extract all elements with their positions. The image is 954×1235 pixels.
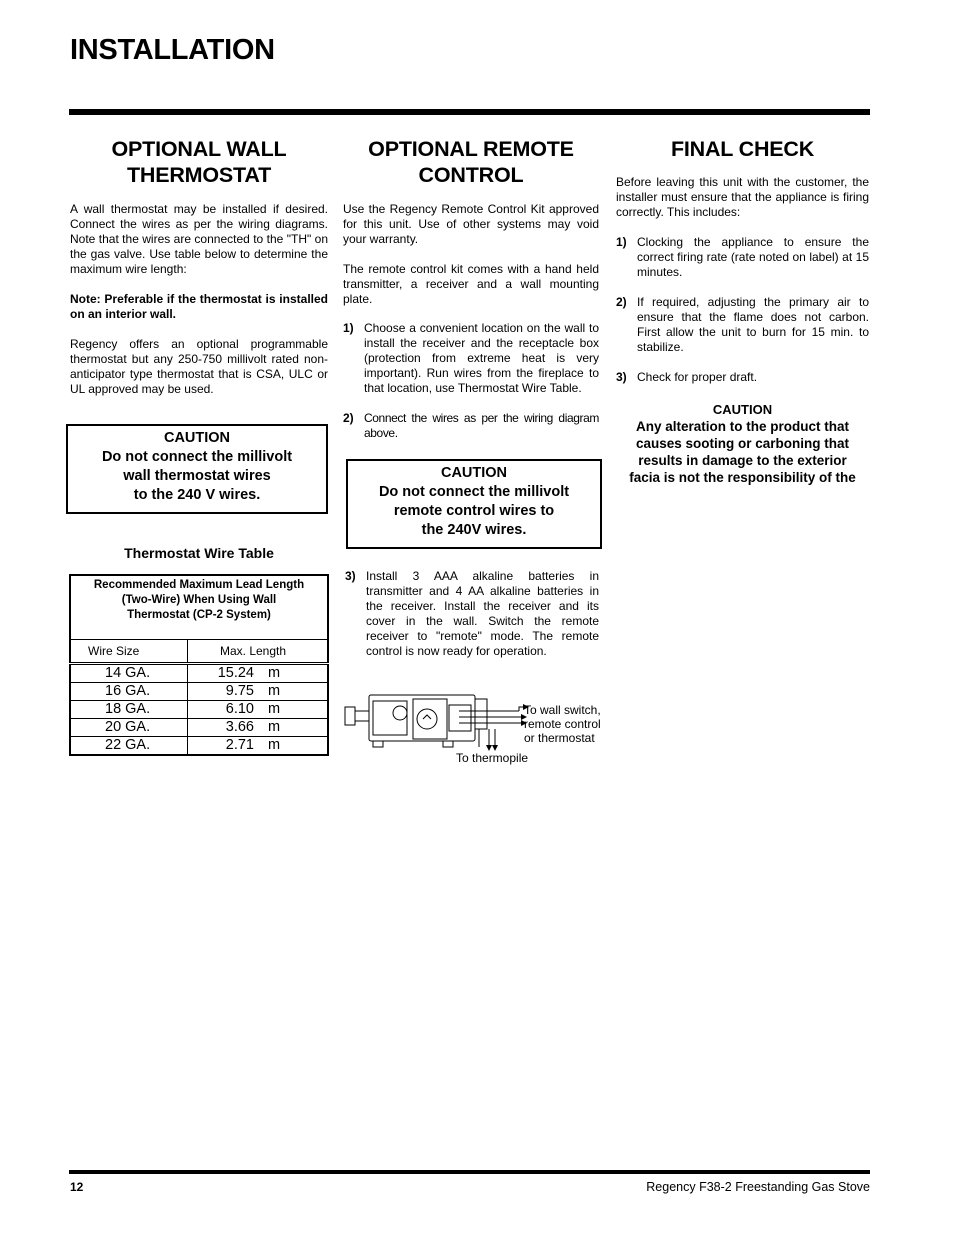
list-item: 3) Install 3 AAA alkaline batteries in transmitter and 4 AA alkaline batteries in the receiver. Install the receiver and its cover in the wall. Switch the remote receiver to "remote" mode. The remote control is now ready for operation. bbox=[345, 569, 599, 658]
table-row: 22 GA. 2.71 m bbox=[70, 737, 328, 756]
remote-caution: CAUTION Do not connect the millivolt remote control wires to the 240V wires. bbox=[346, 459, 602, 549]
wall-thermostat-programmable: Regency offers an optional programmable thermostat but any 250-750 millivolt rated non-anticipator type thermostat that is CSA, ULC or UL approved may be used. bbox=[70, 337, 328, 396]
remote-control-section bbox=[343, 136, 599, 767]
remote-steps-cont bbox=[345, 569, 599, 659]
list-item: 3) Check for proper draft. bbox=[616, 370, 758, 384]
remote-control-kit: The remote control kit comes with a hand held transmitter, a receiver and a wall mounting plate. bbox=[343, 262, 599, 306]
wall-thermostat-heading: OPTIONAL WALL THERMOSTAT bbox=[111, 137, 287, 187]
list-item: 2) If required, adjusting the primary air to ensure that the flame does not carbon. First allow the unit to burn for 15 min. to stabilize. bbox=[616, 295, 869, 354]
wall-thermostat-section bbox=[70, 136, 328, 756]
wire-size-column-header: Wire Size bbox=[70, 640, 188, 664]
wall-thermostat-note: Note: Preferable if the thermostat is installed on an interior wall. bbox=[70, 292, 328, 321]
final-check-intro: Before leaving this unit with the customer, the installer must ensure that the appliance is firing correctly. This includes: bbox=[616, 175, 869, 219]
table-row: 16 GA. 9.75 m bbox=[70, 683, 328, 701]
final-check-steps bbox=[616, 235, 869, 385]
wall-switch-label: To wall switch, remote control or thermostat bbox=[524, 703, 601, 745]
max-length-column-header: Max. Length bbox=[188, 640, 329, 664]
footer-doc-title: Regency F38-2 Freestanding Gas Stove bbox=[646, 1180, 870, 1194]
remote-control-heading: OPTIONAL REMOTE CONTROL bbox=[368, 137, 574, 187]
final-check-caution: CAUTION Any alteration to the product that causes sooting or carboning that results in damage to the exterior facia is not the responsibility of the bbox=[629, 402, 856, 485]
thermostat-wire-table bbox=[69, 574, 329, 756]
list-item: 2) Connect the wires as per the wiring diagram above. bbox=[343, 411, 599, 440]
final-check-section bbox=[616, 136, 869, 486]
list-item: 1) Choose a convenient location on the wall to install the receiver and the receptacle box (protection from extreme heat is very important). Run wires from the fireplace to that location, use Thermostat Wire Table. bbox=[343, 321, 599, 395]
table-row: 18 GA. 6.10 m bbox=[70, 701, 328, 719]
remote-steps bbox=[343, 321, 599, 441]
thermopile-label: To thermopile bbox=[456, 751, 529, 765]
wire-table-header: Recommended Maximum Lead Length (Two-Wire) When Using Wall Thermostat (CP-2 System) bbox=[70, 575, 328, 640]
wire-table-caption: Thermostat Wire Table bbox=[124, 545, 274, 561]
header-rule bbox=[69, 109, 870, 115]
table-row: 14 GA. 15.24 m bbox=[70, 664, 328, 683]
gas-valve-wiring-diagram bbox=[343, 687, 609, 767]
list-item: 1) Clocking the appliance to ensure the correct firing rate (rate noted on label) at 15 minutes. bbox=[616, 235, 869, 279]
wall-thermostat-caution: CAUTION Do not connect the millivolt wall thermostat wires to the 240 V wires. bbox=[66, 424, 328, 514]
final-check-heading: FINAL CHECK bbox=[670, 137, 815, 161]
page-number: 12 bbox=[70, 1180, 84, 1194]
page-title: INSTALLATION bbox=[70, 34, 275, 66]
remote-control-intro: Use the Regency Remote Control Kit approved for this unit. Use of other systems may void your warranty. bbox=[343, 202, 599, 246]
wall-thermostat-intro: A wall thermostat may be installed if desired. Connect the wires as per the wiring diagrams. Note that the wires are connected to the "TH" on the gas valve. Use table below to determine the maximum wire length: bbox=[70, 202, 328, 276]
table-row: 20 GA. 3.66 m bbox=[70, 719, 328, 737]
footer-rule bbox=[69, 1170, 870, 1174]
